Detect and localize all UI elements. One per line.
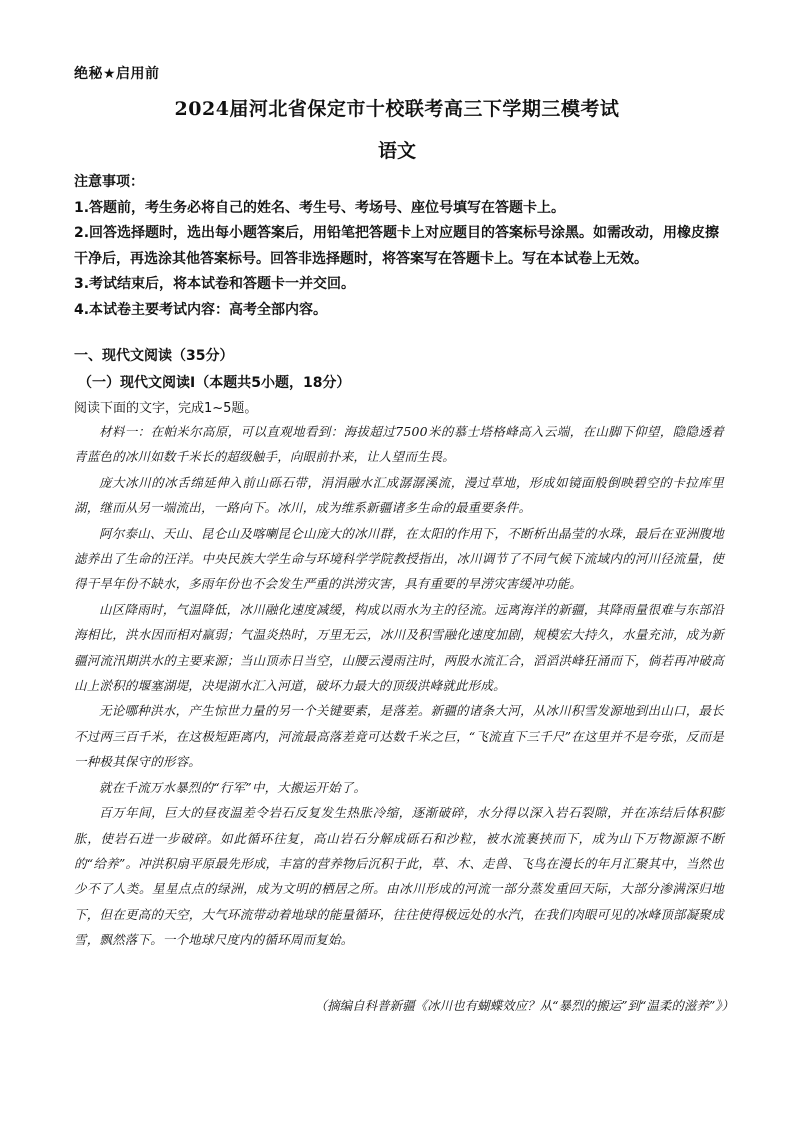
passage-paragraph: 庞大冰川的冰舌绵延伸入前山砾石带，涓涓融水汇成潺潺溪流，漫过草地，形成如镜面般倒映碧空的卡拉库里湖，继而从另一端流出，一路向下。冰川，成为维系新疆诸多生命的最重要条件。 [74, 474, 724, 516]
notice-block [74, 170, 724, 323]
passage-paragraph: 阿尔泰山、天山、昆仑山及喀喇昆仑山庞大的冰川群，在太阳的作用下，不断析出晶莹的水珠，最后在亚洲腹地滤养出了生命的汪洋。中央民族大学生命与环境科学学院教授指出，冰川调节了不同气候下流域内的河川径流量，使得干旱年份不缺水，多雨年份也不会发生严重的洪涝灾害，具有重要的旱涝灾害缓冲功能。 [74, 525, 724, 592]
passage-paragraph: 百万年间，巨大的昼夜温差令岩石反复发生热胀冷缩，逐渐破碎，水分得以深入岩石裂隙，并在冻结后体积膨胀，使岩石进一步破碎。如此循环往复，高山岩石分解成砾石和沙粒，被水流裹挟而下，成为山下万物源源不断的“给养”。冲洪积扇平原最先形成，丰富的营养物后沉积于此，草、木、走兽、飞鸟在漫长的年月汇聚其中，当然也少不了人类。星星点点的绿洲，成为文明的栖居之所。由冰川形成的河流一部分蒸发重回天际，大部分渗满深归地下，但在更高的天空，大气环流带动着地球的能量循环，往往使得极远处的水汽，在我们肉眼可见的冰峰顶部凝聚成雪，飘然落下。一个地球尺度内的循环周而复始。 [74, 805, 724, 948]
notice-item-4: 4.本试卷主要考试内容：高考全部内容。 [74, 301, 328, 318]
notice-heading: 注意事项： [74, 174, 144, 190]
section-title: 一、现代文阅读（35分） [74, 348, 234, 364]
notice-item-3: 3.考试结束后，将本试卷和答题卡一并交回。 [74, 276, 356, 292]
passage-paragraph: 无论哪种洪水，产生惊世力量的另一个关键要素，是落差。新疆的诸条大河，从冰川积雪发源地到出山口，最长不过两三百千米，在这极短距离内，河流最高落差竟可达数千米之巨，“飞流直下三千尺”在这里并不是夸张，反而是一种极其保守的形容。 [74, 703, 724, 770]
section-subtitle: （一）现代文阅读Ⅰ（本题共5小题，18分） [78, 375, 351, 391]
notice-item-2: 2.回答选择题时，选出每小题答案后，用铅笔把答题卡上对应题目的答案标号涂黑。如需改动，用橡皮擦干净后，再选涂其他答案标号。回答非选择题时，将答案写在答题卡上。写在本试卷上无效。 [74, 225, 720, 267]
passage-source: （摘编自科普新疆《冰川也有蝴蝶效应？从“暴烈的搬运”到“温柔的滋养”》） [314, 998, 734, 1013]
notice-item-1: 1.答题前，考生务必将自己的姓名、考生号、考场号、座位号填写在答题卡上。 [74, 199, 566, 216]
passage-paragraph: 就在千流万水暴烈的“行军”中，大搬运开始了。 [99, 779, 367, 795]
passage-paragraph: 山区降雨时，气温降低，冰川融化速度减缓，构成以雨水为主的径流。远离海洋的新疆，其降雨量很难与东部沿海相比，洪水因而相对羸弱；气温炎热时，万里无云，冰川及积雪融化速度加剧，规模宏大持久，水量充沛，成为新疆河流汛期洪水的主要来源；当山顶赤日当空，山腰云漫雨注时，两股水流汇合，滔滔洪峰狂涌而下，倘若再冲破高山上淤积的堰塞湖堤，决堤湖水汇入河道，破坏力最大的顶级洪峰就此形成。 [74, 601, 724, 694]
secret-label: 绝秘★启用前 [74, 66, 160, 82]
passage-paragraph: 材料一：在帕米尔高原，可以直观地看到：海拔超过7500米的慕士塔格峰高入云端，在山脚下仰望，隐隐透着青蓝色的冰川如数千米长的超级触手，向眼前扑来，让人望而生畏。 [74, 424, 724, 465]
subject-title: 语文 [377, 140, 416, 162]
exam-title: 2024届河北省保定市十校联考高三下学期三模考试 [174, 98, 620, 120]
reading-passage [74, 419, 724, 953]
reading-instruction: 阅读下面的文字，完成1~5题。 [74, 401, 258, 416]
